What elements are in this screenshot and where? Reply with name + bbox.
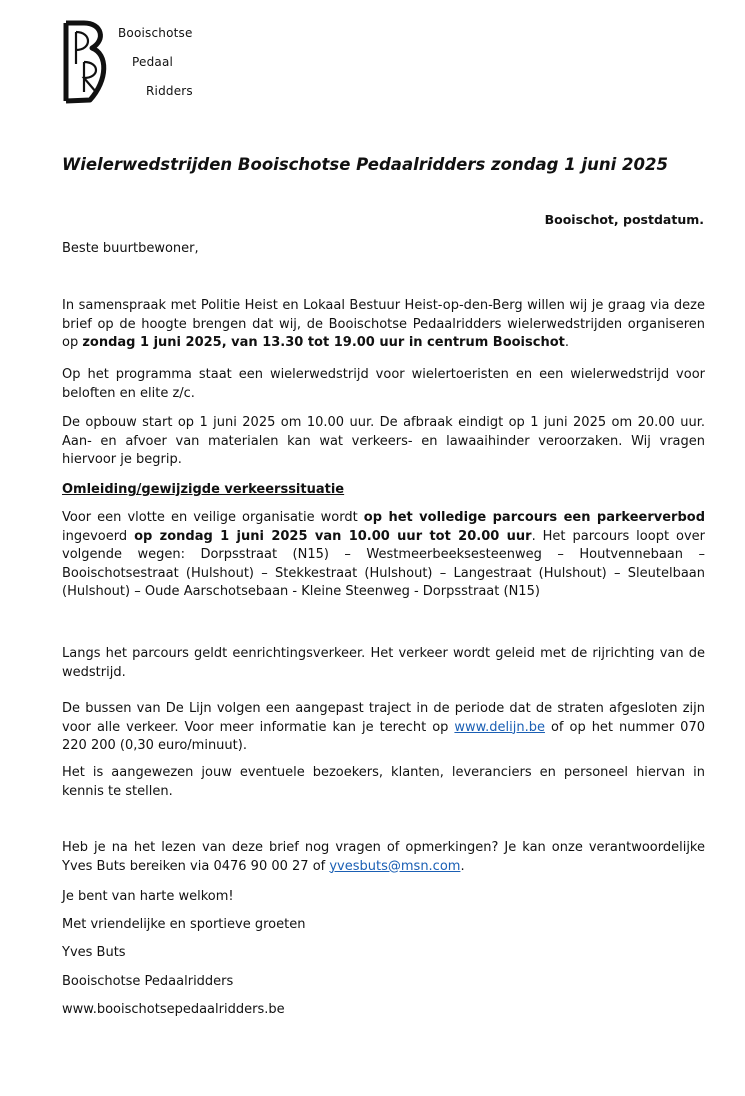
route-text: . Het parcours loopt over volgende wegen: Dorpsstraat (N15) – Westmeerbeeksesteenweg – Houtvennebaan – Booischotsestraat (Hulshout) – Stekkestraat (Hulshout) – Langestraat (Hulshout) – Sleutelbaan (Hulshout) – Oude Aarschotsebaan - Kleine Steenweg - Dorpsstraat (N15) — [62, 528, 705, 600]
bpr-monogram-icon — [62, 20, 118, 104]
letter-title: Wielerwedstrijden Booischotse Pedaalridders zondag 1 juni 2025 — [62, 155, 668, 174]
welcome-line: Je bent van harte welkom! — [62, 889, 234, 904]
logo — [62, 20, 202, 104]
delijn-text-1: De bussen van De Lijn volgen een aangepast traject in de periode dat de straten afgesloten zijn voor alle verkeer. Voor meer informatie kan je terecht op — [62, 701, 705, 735]
contact-text-1: Heb je na het lezen van deze brief nog vragen of opmerkingen? Je kan onze verantwoordelijke Yves Buts bereiken via 0476 90 00 27 of — [62, 840, 705, 874]
logo-line-2: Pedaal — [132, 55, 174, 69]
event-date-time: zondag 1 juni 2025, van 13.30 tot 19.00 uur in centrum Booischot — [82, 335, 565, 351]
paragraph-intro — [62, 297, 705, 353]
paragraph-delijn — [62, 700, 705, 756]
place-date: Booischot, postdatum. — [544, 212, 704, 227]
signer-name: Yves Buts — [62, 945, 126, 960]
email-link[interactable]: yvesbuts@msn.com — [329, 858, 461, 874]
contact-text-2: . — [460, 858, 465, 874]
organization-name: Booischotse Pedaalridders — [62, 974, 234, 989]
paragraph-inform: Het is aangewezen jouw eventuele bezoekers, klanten, leveranciers en personeel hiervan in kennis te stellen. — [62, 765, 705, 799]
paragraph-setup: De opbouw start op 1 juni 2025 om 10.00 uur. De afbraak eindigt op 1 juni 2025 om 20.00 uur. Aan- en afvoer van materialen kan wat verkeers- en lawaaihinder veroorzaken. Wij vragen hiervoor je begrip. — [62, 415, 705, 468]
delijn-text-2: of op het nummer 070 220 200 (0,30 euro/minuut). — [62, 719, 705, 754]
paragraph-program: Op het programma staat een wielerwedstrijd voor wielertoeristen en een wielerwedstrijd voor beloften en elite z/c. — [62, 367, 705, 401]
parking-date: op zondag 1 juni 2025 van 10.00 uur tot 20.00 uur — [134, 528, 532, 544]
salutation: Beste buurtbewoner, — [62, 241, 199, 256]
delijn-link[interactable]: www.delijn.be — [454, 719, 545, 735]
heading-detour: Omleiding/gewijzigde verkeerssituatie — [62, 482, 345, 497]
paragraph-contact — [62, 839, 705, 876]
parking-ban: op het volledige parcours een parkeerverbod — [363, 510, 705, 525]
paragraph-one-way: Langs het parcours geldt eenrichtingsverkeer. Het verkeer wordt geleid met de rijrichting van de wedstrijd. — [62, 646, 705, 680]
intro-end: . — [564, 335, 570, 351]
logo-line-1: Booischotse — [118, 26, 193, 40]
parking-text-1: Voor een vlotte en veilige organisatie wordt — [62, 510, 364, 525]
paragraph-parking — [62, 509, 705, 602]
closing-line: Met vriendelijke en sportieve groeten — [62, 917, 306, 932]
intro-text: In samenspraak met Politie Heist en Lokaal Bestuur Heist-op-den-Berg willen wij je graag via deze brief op de hoogte brengen dat wij, de Booischotse Pedaalridders wielerwedstrijden organiseren op — [62, 298, 705, 351]
logo-line-3: Ridders — [146, 84, 193, 98]
parking-text-2: ingevoerd — [62, 528, 135, 544]
website-text: www.booischotsepedaalridders.be — [62, 1002, 285, 1017]
